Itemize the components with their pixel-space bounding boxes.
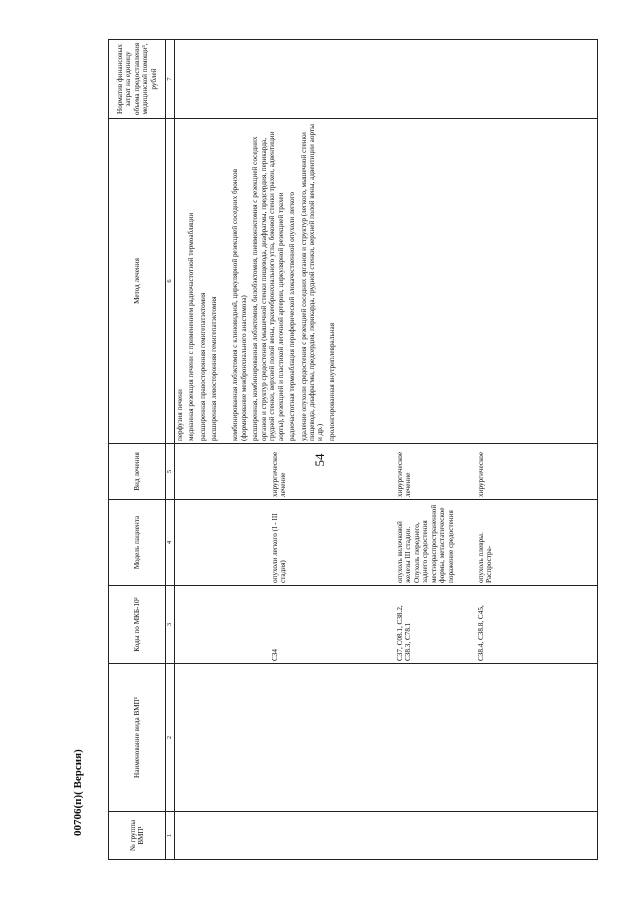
method-item: пролонгированная внутриплевральная xyxy=(327,323,336,441)
method-item: расширенная левосторонняя гемигепатэктомия xyxy=(210,296,219,441)
method-item: удаление опухоли средостения с резекцией соседних органов и структур (легкого, мышечной стенки пищевода, диафрагмы, предсердия, перикарда, грудной стенки, верхней полой вены, адвентиции аорты и др.) xyxy=(299,124,325,441)
row-treatment: хирургическое лечение xyxy=(395,451,413,497)
header-cost: Норматив финансовых затрат на единицу объема предоставления медицинской помощи³, рублей xyxy=(109,40,166,119)
methods-cell xyxy=(174,119,597,444)
method-item: радиочастотная термоаблация периферической злокачественной опухоли легкого xyxy=(288,192,297,441)
row-treatment xyxy=(176,446,268,497)
column-number: 1 xyxy=(166,812,175,860)
header-treatment: Вид лечения xyxy=(109,444,166,500)
row-patient: опухоль плевры. Распростра- xyxy=(476,532,494,583)
method-item: медианная резекция печени с применением радиочастотной термоабляции xyxy=(187,212,196,441)
patient-cell xyxy=(174,500,597,586)
codes-cell xyxy=(174,586,597,664)
vmp-table xyxy=(108,39,598,860)
row-codes: C38.4, C38.8, C45, xyxy=(476,605,485,661)
row-treatment: хирургическое xyxy=(476,451,485,497)
row-codes: C37, C08.1, C38.2, C38.3, C78.1 xyxy=(395,605,413,661)
method-item: расширенная, комбинированная лобэктомия, билобэктомия, пневмонэктомия с резекцией соседних органов и структур средостения (мышечной стенки пищевода, диафрагмы, предсердия, перикарда, грудной стенки, верхней полой вены, трахеобронхиального угла, боковой стенки трахеи, адвентиции аорты), резекцией и пластикой легочной артерии, циркулярной резекцией трахеи xyxy=(251,131,285,441)
row-codes xyxy=(176,588,268,661)
page-number: 54 xyxy=(312,453,327,467)
header-row xyxy=(109,40,166,860)
column-number: 7 xyxy=(166,40,175,119)
table-body-row xyxy=(174,40,597,860)
header-methods: Метод лечения xyxy=(109,119,166,444)
column-number: 3 xyxy=(166,586,175,664)
column-number: 2 xyxy=(166,664,175,812)
method-item: перфузия печени xyxy=(175,389,184,441)
header-group: № группы ВМП¹ xyxy=(109,812,166,860)
column-number-row xyxy=(166,40,175,860)
header-name: Наименование вида ВМП¹ xyxy=(109,664,166,812)
column-number: 6 xyxy=(166,119,175,444)
column-number: 4 xyxy=(166,500,175,586)
row-patient: опухоль вилочковой железы III стадии. Опухоль переднего, заднего средостения местнораспространенной формы, метастатическое поражение средостения xyxy=(395,504,455,583)
name-cell xyxy=(174,664,597,812)
group-cell xyxy=(174,812,597,860)
method-item: комбинированная лобэктомия с клиновидной, циркулярной резекцией соседних бронхов (формирование межбронхиального анастомоза) xyxy=(231,169,248,441)
treatment-cell xyxy=(174,444,597,500)
column-number: 5 xyxy=(166,444,175,500)
header-patient: Модель пациента xyxy=(109,500,166,586)
row-codes: C34 xyxy=(270,649,279,661)
cost-cell xyxy=(174,40,597,119)
row-patient xyxy=(176,502,268,583)
row-patient: опухоли легкого (I - III стадия) xyxy=(270,513,288,583)
document-code: 00706(п)( Версия) xyxy=(72,749,84,836)
method-item: расширенная правосторонняя гемигепатэктомия xyxy=(198,292,207,441)
header-codes: Коды по МКБ-10² xyxy=(109,586,166,664)
row-treatment: хирургическое лечение xyxy=(270,451,288,497)
